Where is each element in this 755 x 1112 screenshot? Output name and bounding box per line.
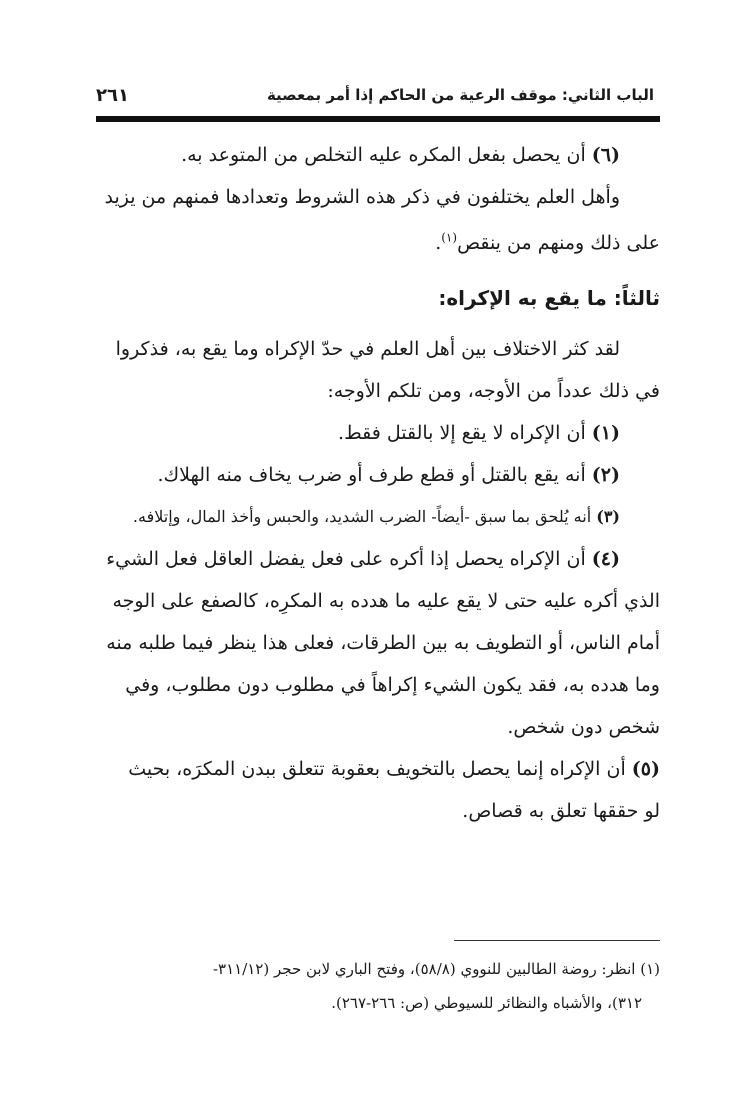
condition-6 (96, 134, 660, 176)
view-5-line-2: لو حققها تعلق به قصاص. (462, 800, 660, 822)
view-4-number: (٤) (591, 548, 620, 570)
running-header (96, 86, 660, 116)
period: . (435, 232, 442, 254)
body-text (96, 134, 660, 832)
footnote-reference: (١) (441, 230, 458, 245)
view-3 (96, 496, 660, 538)
view-4-line-5: شخص دون شخص. (507, 716, 660, 738)
view-4-line-2: الذي أكره عليه حتى لا يقع عليه ما هدده به المكرِه، كالصفع على الوجه (112, 590, 660, 612)
scholars-paragraph-text: على ذلك ومنهم من ينقص (457, 232, 660, 254)
view-4-line-4: وما هدده به، فقد يكون الشيء إكراهاً في مطلوب دون مطلوب، وفي (125, 674, 660, 696)
view-1-text: أن الإكراه لا يقع إلا بالقتل فقط. (338, 422, 586, 444)
book-page (96, 0, 660, 1112)
scholars-paragraph-line-2 (96, 218, 660, 268)
intro-line-1: لقد كثر الاختلاف بين أهل العلم في حدّ الإكراه وما يقع به، فذكروا (115, 338, 620, 360)
view-4-line-1 (96, 538, 660, 580)
section-heading: ثالثاً: ما يقع به الإكراه: (438, 286, 660, 310)
condition-6-number: (٦) (591, 144, 620, 166)
view-1-number: (١) (591, 422, 620, 444)
view-4-line-3: أمام الناس، أو التطويف به بين الطرقات، فعلى هذا ينظر فيما طلبه منه (106, 632, 660, 654)
view-3-number: (٣) (596, 507, 620, 526)
view-1 (96, 412, 660, 454)
view-2 (96, 454, 660, 496)
page-number: ٢٦١ (96, 85, 129, 106)
chapter-title: الباب الثاني: موقف الرعية من الحاكم إذا أمر بمعصية (266, 86, 654, 104)
view-2-number: (٢) (591, 464, 620, 486)
intro-line-2: في ذلك عدداً من الأوجه، ومن تلكم الأوجه: (327, 380, 660, 402)
footnotes (96, 952, 660, 1020)
footnote-separator (454, 940, 660, 941)
view-5-line-1 (96, 748, 660, 790)
scholars-paragraph-line-1: وأهل العلم يختلفون في ذكر هذه الشروط وتعدادها فمنهم من يزيد (104, 186, 620, 208)
footnote-1-line-2: ٣١٢)، والأشباه والنظائر للسيوطي (ص: ٢٦٦-٢٦٧). (331, 994, 642, 1012)
view-5-text: أن الإكراه إنما يحصل بالتخويف بعقوبة تتعلق ببدن المكرَه، بحيث (128, 758, 626, 780)
view-2-text: أنه يقع بالقتل أو قطع طرف أو ضرب يخاف منه الهلاك. (157, 464, 586, 486)
view-5-number: (٥) (631, 758, 660, 780)
view-3-text: أنه يُلحق بما سبق -أيضاً- الضرب الشديد، والحبس وأخذ المال، وإتلافه. (132, 507, 592, 526)
header-rule (96, 116, 660, 122)
condition-6-text: أن يحصل بفعل المكره عليه التخلص من المتوعد به. (181, 144, 586, 166)
view-4-text: أن الإكراه يحصل إذا أكره على فعل يفضل العاقل فعل الشيء (106, 548, 586, 570)
footnote-1-line-1: (١) انظر: روضة الطالبين للنووي (٥٨/٨)، وفتح الباري لابن حجر (٣١١/١٢- (212, 960, 660, 978)
